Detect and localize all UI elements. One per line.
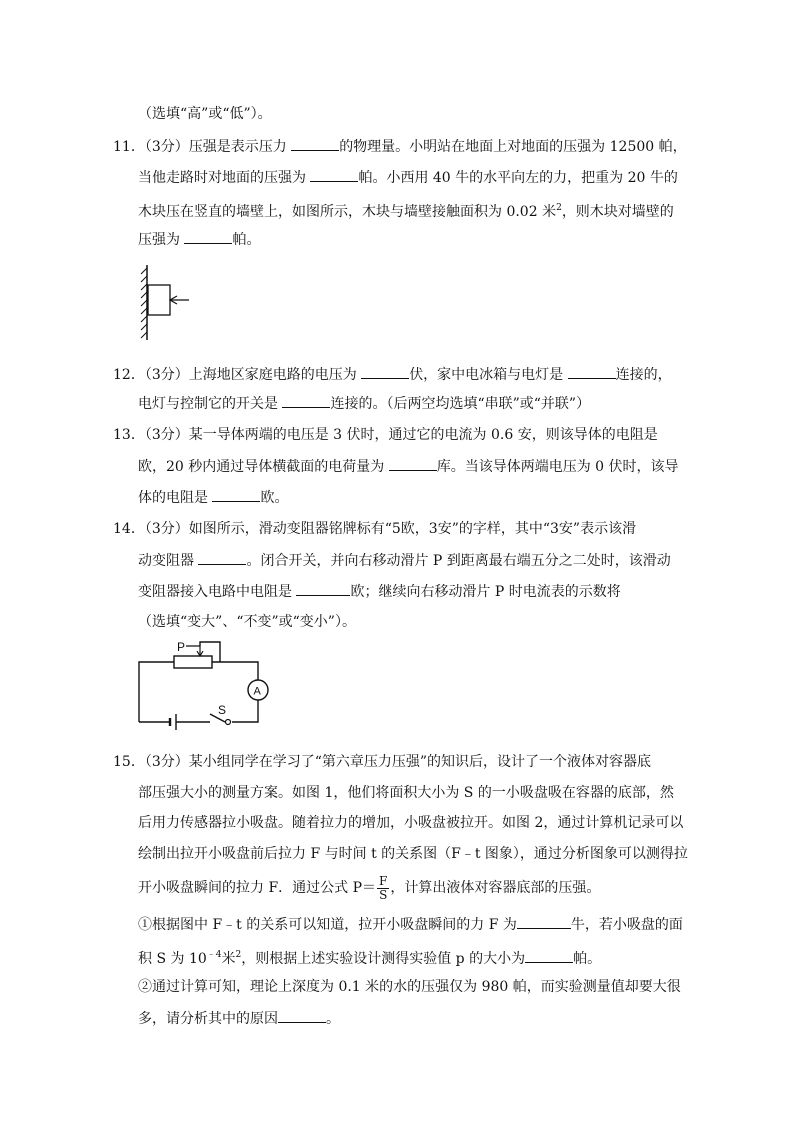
q13-line3: 体的电阻是 欧。 (138, 487, 288, 508)
answer-blank[interactable] (198, 550, 246, 565)
q14-line4: （选填“变大”、“不变”或“变小”）。 (138, 614, 356, 630)
q15-sub1-line2: 积 S 为 $10^{﹣4}$米$^2$，则根据上述实验设计测得实验值 p 的大小为 帕。 (138, 950, 602, 967)
answer-blank[interactable] (525, 948, 573, 963)
q15-line5: 开小吸盘瞬间的拉力 F．通过公式 P＝ $\frac{F}{S}$ ，计算出液体对容器底部的压强。 (138, 873, 601, 902)
q15-line4: 绘制出拉开小吸盘前后拉力 F 与时间 t 的关系图（F﹣t 图象），通过分析图象可以测得拉 (138, 846, 688, 862)
q11-line4: 压强为 帕。 (138, 229, 260, 250)
q13-line1: 13．（3分）某一导体两端的电压是 3 伏时，通过它的电流为 0.6 安，则该导体的电阻是 (113, 427, 658, 443)
q15-line1: 15．（3分）某小组同学在学习了“第六章压力压强”的知识后，设计了一个液体对容器底 (113, 754, 652, 770)
q11-line3: 木块压在竖直的墙壁上，如图所示，木块与墙壁接触面积为 0.02 米$^2$，则木块对墙壁的 (138, 203, 674, 220)
label-p: P (177, 640, 186, 654)
q14-line3: 变阻器接入电路中电阻是 欧；继续向右移动滑片 P 时电流表的示数将 (138, 581, 621, 602)
q13-line2: 欧，20 秒内通过导体横截面的电荷量为 库。当该导体两端电压为 0 伏时，该导 (138, 456, 679, 477)
switch (226, 720, 231, 725)
label-s: S (218, 703, 227, 717)
circuit-figure (136, 638, 276, 730)
answer-blank[interactable] (517, 914, 571, 929)
q12-line2: 电灯与控制它的开关是 连接的。（后两空均选填“串联”或“并联”） (138, 393, 590, 414)
q15-sub2-line1: ②通过计算可知，理论上深度为 0.1 米的水的压强仅为 980 帕，而实验测量值却要大很 (138, 979, 681, 995)
q14-line1: 14．（3分）如图所示，滑动变阻器铭牌标有“5欧，3安”的字样，其中“3安”表示该滑 (113, 521, 637, 537)
answer-blank[interactable] (361, 364, 409, 379)
rheostat (174, 656, 212, 668)
answer-blank[interactable] (184, 229, 232, 244)
q13-number: 13．（3分） (113, 427, 189, 443)
answer-blank[interactable] (389, 456, 437, 471)
answer-blank[interactable] (310, 167, 358, 182)
label-a: A (253, 685, 261, 698)
q11-line1: 11．（3分）压强是表示压力 的物理量。小明站在地面上对地面的压强为 12500 帕， (113, 136, 687, 157)
q15-sub1-line1: ①根据图中 F﹣t 的关系可以知道，拉开小吸盘瞬间的力 F 为 牛，若小吸盘的面 (138, 914, 683, 935)
q14-line2: 动变阻器 。闭合开关，并向右移动滑片 P 到距离最右端五分之二处时，该滑动 (138, 550, 671, 571)
answer-blank[interactable] (278, 1008, 326, 1023)
q15-line3: 后用力传感器拉小吸盘。随着拉力的增加，小吸盘被拉开。如图 2，通过计算机记录可以 (138, 815, 684, 831)
q11-line2: 当他走路时对地面的压强为 帕。小西用 40 牛的水平向左的力，把重为 20 牛的 (138, 167, 678, 188)
formula-fraction: $\frac{F}{S}$ (379, 873, 388, 902)
q12-number: 12．（3分） (113, 367, 189, 383)
q15-sub2-line2: 多，请分析其中的原因 。 (138, 1008, 340, 1029)
q11-number: 11．（3分） (113, 139, 189, 155)
q12-line1: 12．（3分）上海地区家庭电路的电压为 伏，家中电冰箱与电灯是 连接的， (113, 364, 672, 385)
answer-blank[interactable] (296, 581, 350, 596)
answer-blank[interactable] (568, 364, 616, 379)
answer-blank[interactable] (282, 393, 330, 408)
q10-tail: （选填“高”或“低”）。 (138, 106, 272, 122)
q15-number: 15．（3分） (113, 754, 189, 770)
q15-line2: 部压强大小的测量方案。如图 1，他们将面积大小为 S 的一小吸盘吸在容器的底部，然 (138, 785, 674, 801)
wall-block-figure (132, 262, 196, 344)
q14-number: 14．（3分） (113, 521, 189, 537)
answer-blank[interactable] (291, 136, 339, 151)
answer-blank[interactable] (212, 487, 260, 502)
